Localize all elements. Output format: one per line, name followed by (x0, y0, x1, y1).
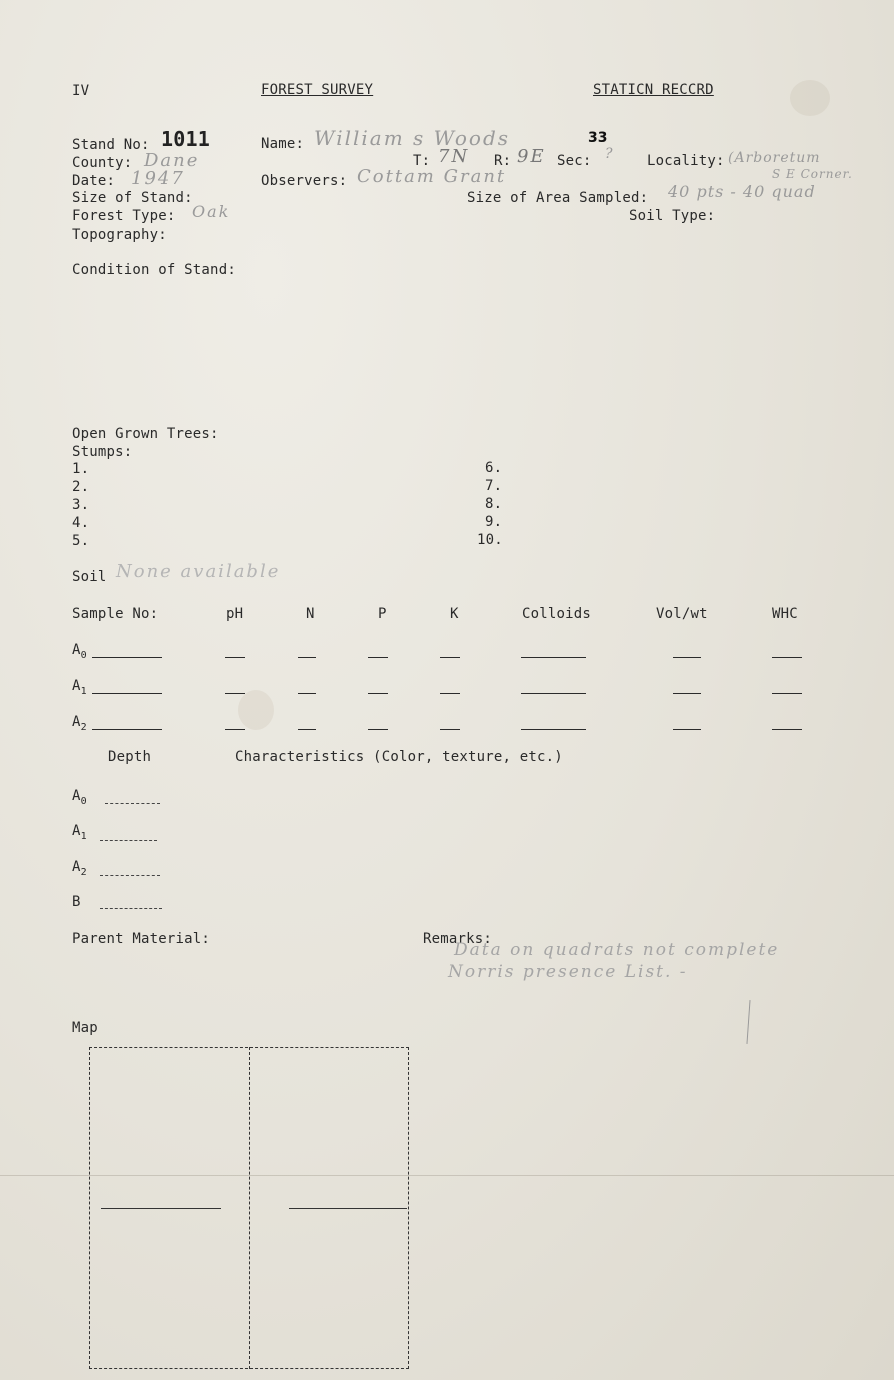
observers-label: Observers: (261, 173, 348, 189)
soil-value-blank (225, 729, 245, 730)
stump-item: 8. (485, 496, 503, 512)
ph-header: pH (226, 606, 244, 622)
name-value: William s Woods (314, 126, 511, 150)
stand-no-value: 1011 (161, 127, 210, 151)
paper-stain (790, 80, 830, 116)
map-divider-horizontal (289, 1208, 407, 1209)
soil-value-blank (772, 657, 802, 658)
forest-type-value: Oak (192, 202, 231, 221)
phosphorus-header: P (378, 606, 387, 622)
vol-wt-header: Vol/wt (656, 606, 708, 622)
stump-item: 4. (72, 515, 90, 531)
stump-item: 1. (72, 461, 90, 477)
stump-item: 6. (485, 460, 503, 476)
parent-material-label: Parent Material: (72, 931, 211, 947)
stand-no-label: Stand No: (72, 137, 150, 153)
remarks-line-1: Data on quadrats not complete (454, 940, 780, 960)
soil-value-blank (673, 729, 701, 730)
sample-row-label: $A_0$ (72, 642, 87, 661)
date-value: 1947 (131, 168, 185, 189)
county-label: County: (72, 155, 133, 171)
depth-label: Depth (108, 749, 152, 765)
sec-value: ? (605, 146, 615, 162)
stump-item: 9. (485, 514, 503, 530)
condition-of-stand-label: Condition of Stand: (72, 262, 236, 278)
soil-value-blank (368, 729, 388, 730)
soil-value-blank (298, 657, 316, 658)
potassium-header: K (450, 606, 459, 622)
soil-type-label: Soil Type: (629, 208, 716, 224)
map-border-right (408, 1047, 409, 1369)
map-label: Map (72, 1020, 98, 1036)
soil-value-blank (772, 729, 802, 730)
stump-item: 7. (485, 478, 503, 494)
sec-label: Sec: (557, 153, 592, 169)
depth-blank (100, 875, 160, 876)
map-grid (89, 1047, 409, 1369)
soil-note: None available (116, 561, 281, 582)
locality-label: Locality: (647, 153, 725, 169)
soil-value-blank (673, 693, 701, 694)
soil-value-blank (521, 693, 586, 694)
stump-item: 3. (72, 497, 90, 513)
soil-value-blank (673, 657, 701, 658)
soil-value-blank (440, 693, 460, 694)
remarks-line-2: Norris presence List. - (448, 962, 688, 982)
remarks-label: Remarks: (423, 931, 493, 947)
map-divider-horizontal (101, 1208, 221, 1209)
soil-value-blank (298, 693, 316, 694)
paper-stain (238, 690, 274, 730)
soil-value-blank (92, 729, 162, 730)
horizon-label: $A_1$ (72, 823, 87, 842)
map-border-left (89, 1047, 90, 1369)
record-title: STATICN RECCRD (593, 82, 714, 98)
form-title: FOREST SURVEY (261, 82, 374, 98)
nitrogen-header: N (306, 606, 315, 622)
range-label: R: (494, 153, 512, 169)
soil-value-blank (440, 729, 460, 730)
soil-value-blank (521, 657, 586, 658)
soil-value-blank (440, 657, 460, 658)
soil-value-blank (298, 729, 316, 730)
observers-value: Cottam Grant (357, 166, 507, 187)
soil-value-blank (368, 693, 388, 694)
pencil-mark (746, 1000, 750, 1044)
sample-no-header: Sample No: (72, 606, 159, 622)
depth-blank (100, 840, 157, 841)
whc-header: WHC (772, 606, 798, 622)
forest-type-label: Forest Type: (72, 208, 176, 224)
date-label: Date: (72, 173, 116, 189)
colloids-header: Colloids (522, 606, 592, 622)
depth-blank (100, 908, 162, 909)
township-value: 7N (438, 146, 470, 167)
township-label: T: (413, 153, 431, 169)
soil-label: Soil (72, 569, 107, 585)
section-handwritten-number: 33 (588, 130, 608, 146)
stumps-label: Stumps: (72, 444, 133, 460)
soil-value-blank (225, 693, 245, 694)
stump-item: 5. (72, 533, 90, 549)
open-grown-trees-label: Open Grown Trees: (72, 426, 219, 442)
range-value: 9E (517, 146, 546, 167)
size-area-sampled-value: 40 pts - 40 quad (668, 182, 816, 201)
depth-blank (105, 803, 160, 804)
characteristics-label: Characteristics (Color, texture, etc.) (235, 749, 563, 765)
horizon-label: B (72, 894, 81, 910)
soil-value-blank (521, 729, 586, 730)
sample-row-label: $A_2$ (72, 714, 87, 733)
horizon-label: $A_2$ (72, 859, 87, 878)
topography-label: Topography: (72, 227, 167, 243)
locality-value-line2: S E Corner. (772, 167, 853, 181)
soil-value-blank (368, 657, 388, 658)
soil-value-blank (92, 657, 162, 658)
map-divider-vertical (249, 1047, 250, 1369)
sample-row-label: $A_1$ (72, 678, 87, 697)
name-label: Name: (261, 136, 305, 152)
soil-value-blank (92, 693, 162, 694)
size-area-sampled-label: Size of Area Sampled: (467, 190, 649, 206)
locality-value-line1: (Arboretum (728, 150, 821, 166)
stump-item: 2. (72, 479, 90, 495)
size-of-stand-label: Size of Stand: (72, 190, 193, 206)
stump-item: 10. (477, 532, 503, 548)
section-number: IV (72, 83, 90, 99)
county-value: Dane (144, 150, 200, 171)
soil-value-blank (772, 693, 802, 694)
horizon-label: $A_0$ (72, 788, 87, 807)
soil-value-blank (225, 657, 245, 658)
